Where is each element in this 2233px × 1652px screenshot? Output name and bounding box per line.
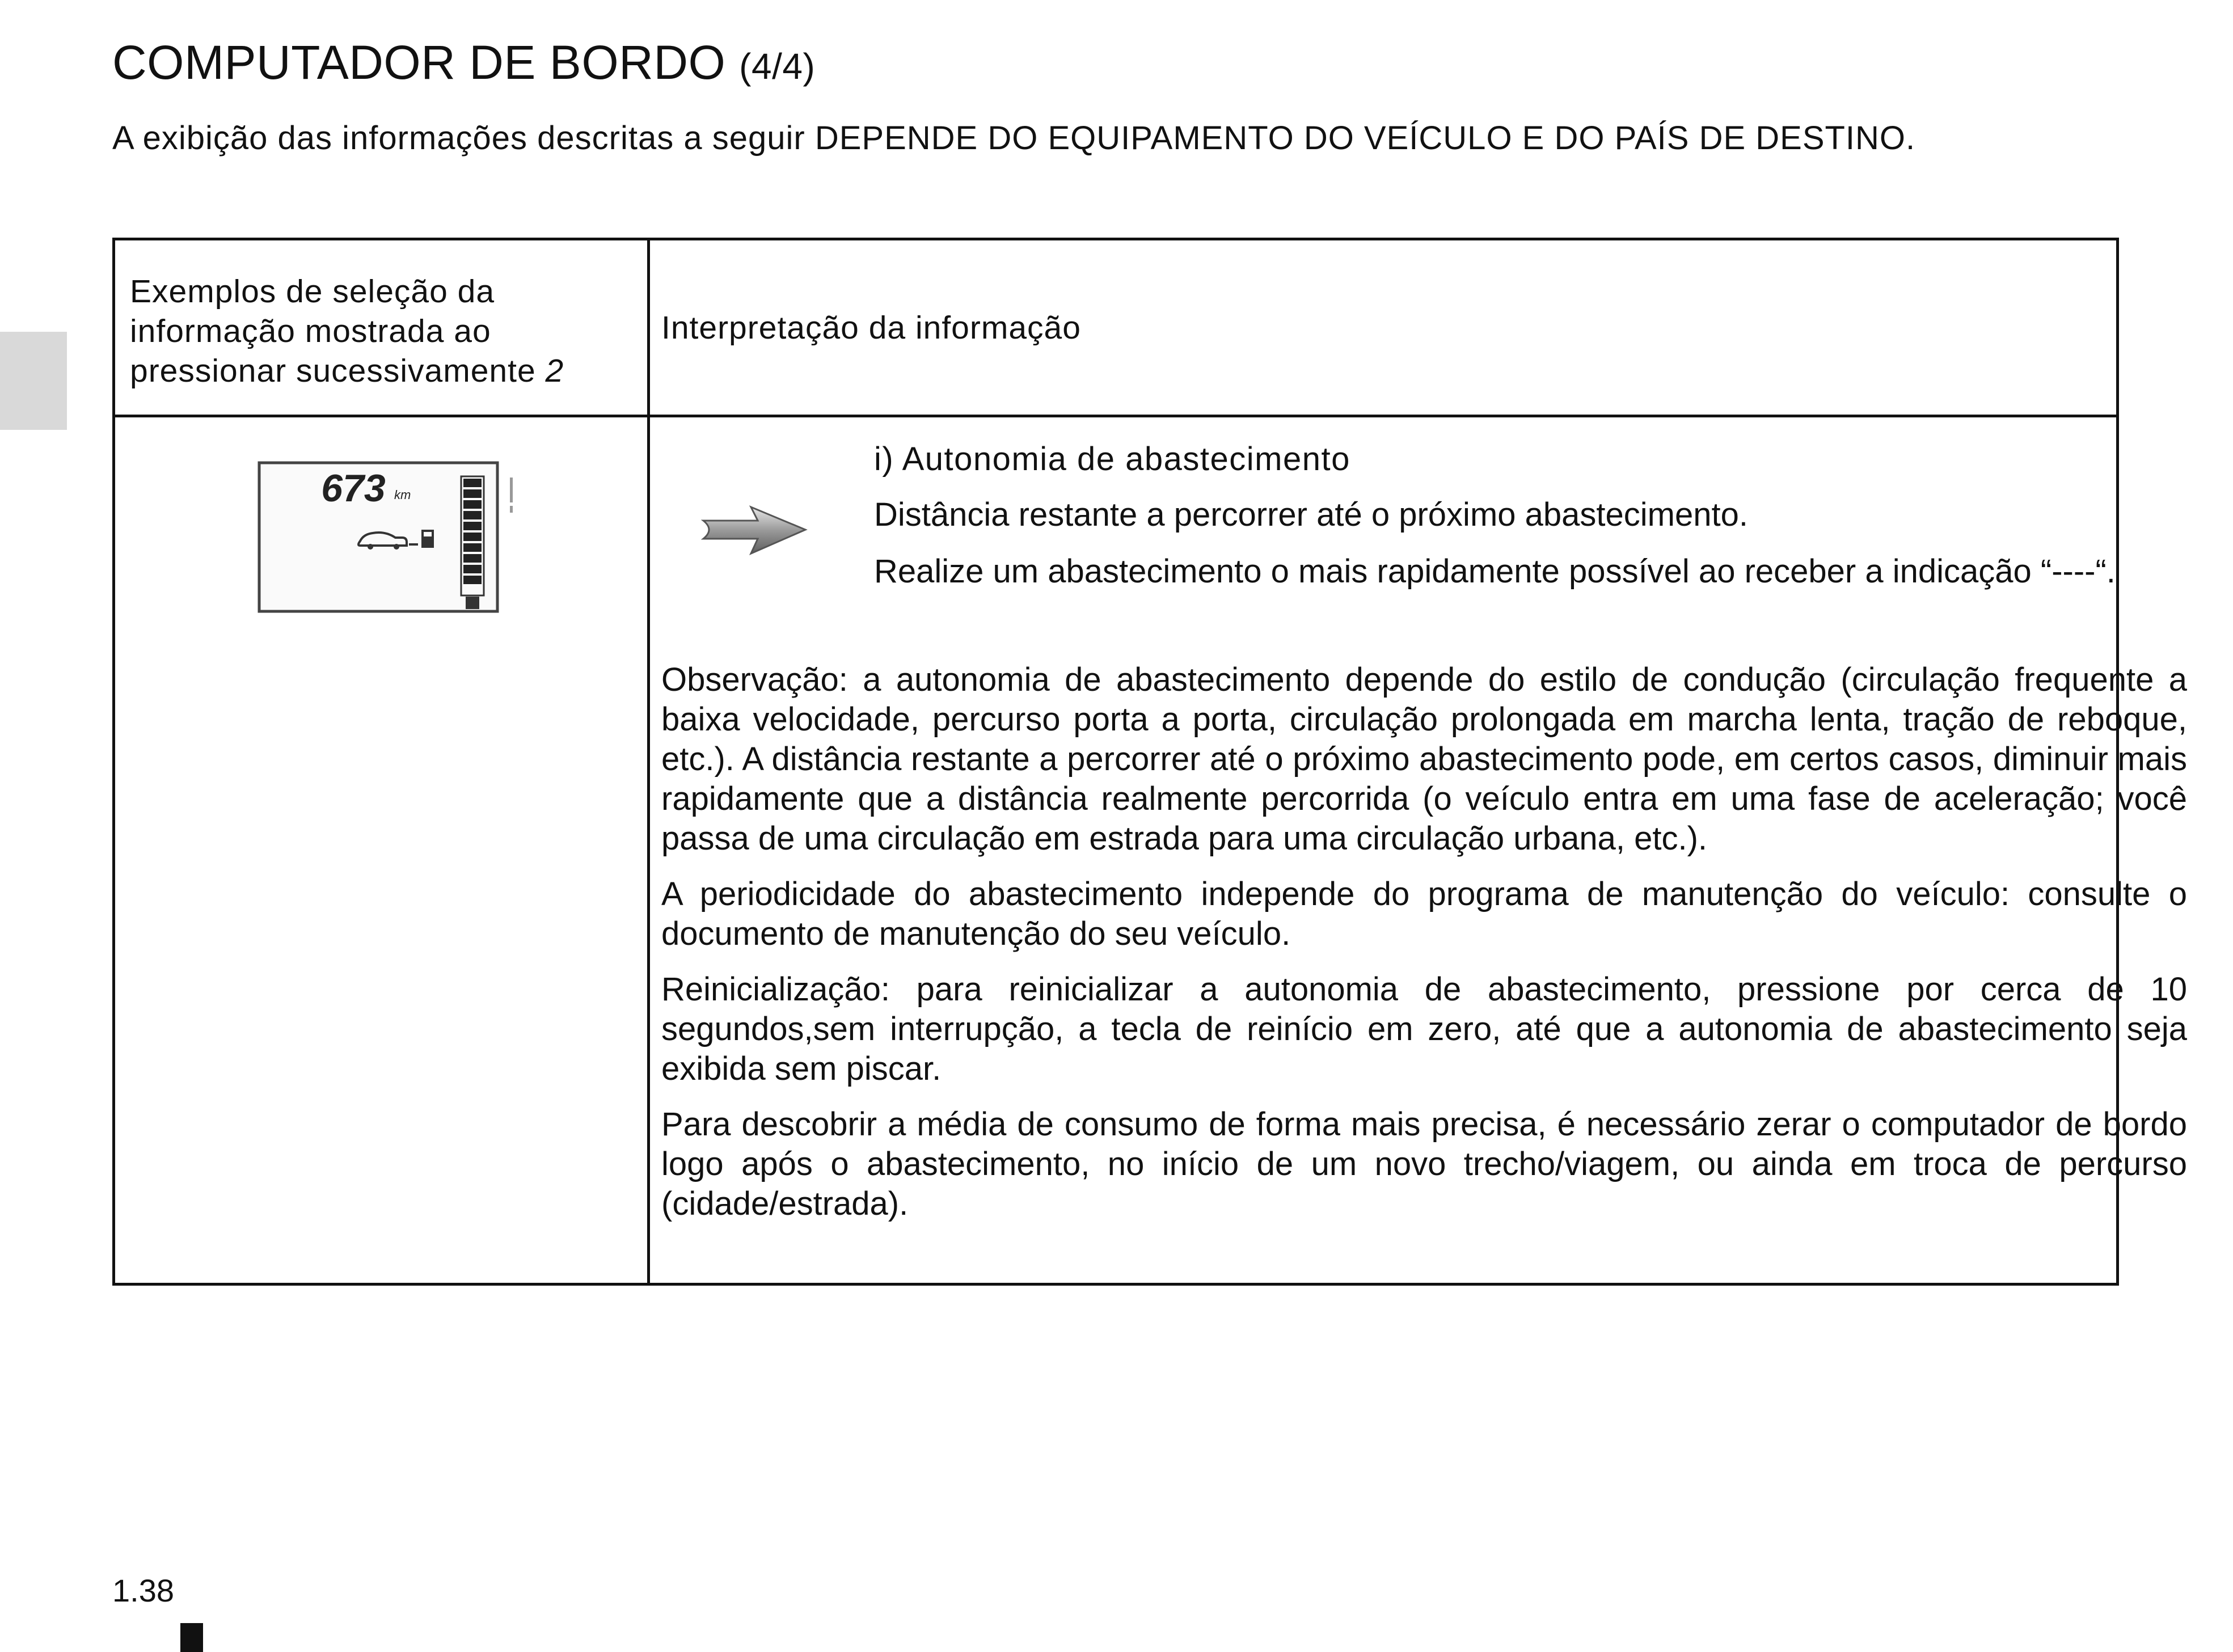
page-marker [180,1623,203,1652]
info-table [112,238,2187,1286]
dash-icon [409,543,418,546]
interpretation-cell [649,416,2187,1285]
note-periodicity: A periodicidade do abastecimento independe do programa de manutenção do veículo: consulte o documento de manutenção do seu veículo. [661,876,2187,952]
page-title: COMPUTADOR DE BORDO (4/4) [112,36,816,89]
image-reference-code [510,478,513,513]
section-description: Distância restante a percorrer até o próximo abastecimento. [874,496,1748,533]
range-section [874,439,2190,592]
page-part: (4/4) [739,46,816,87]
dashboard-display-illustration [257,460,524,631]
chapter-tab [0,332,67,430]
table-header-row [114,239,2118,416]
table-row [114,416,2118,1285]
note-consumption: Para descobrir a média de consumo de forma mais precisa, é necessário zerar o computador de bordo logo após o abastecimento, no início de um novo trecho/viagem, ou ainda em troca de percurso (cidade/estrada). [661,1106,2187,1222]
col2-header: Interpretação da informação [649,239,2118,416]
range-value: 673 [321,467,386,510]
page-number: 1.38 [112,1573,174,1608]
section-heading: i) Autonomia de abastecimento [874,441,1350,478]
range-unit: km [394,488,411,502]
note-reset: Reinicialização: para reinicializar a autonomia de abastecimento, pressione por cerca de 10 segundos,sem interrupção, a tecla de reinício em zero, até que a autonomia de abastecimento seja exibida sem piscar. [661,971,2187,1087]
notes [661,660,2187,1240]
fuel-pump-icon [421,530,434,548]
page-subtitle: A exibição das informações descritas a seguir DEPENDE DO EQUIPAMENTO DO VEÍCULO E DO PAÍS DE DESTINO. [112,120,1916,157]
display-example-cell [114,416,649,1285]
arrow-right-icon [701,504,809,556]
section-instruction: Realize um abastecimento o mais rapidamente possível ao receber a indicação “----“. [874,553,2116,590]
col1-header: Exemplos de seleção da informação mostrada ao pressionar sucessivamente 2 [114,239,649,416]
note-observation: Observação: a autonomia de abastecimento depende do estilo de condução (circulação frequente a baixa velocidade, percurso porta a porta, circulação prolongada em marcha lenta, tração de reboque, etc.). A distância restante a percorrer até o próximo abastecimento pode, em certos casos, diminuir mais rapidamente que a distância realmente percorrida (o veículo entra em uma fase de aceleração; você passa de uma circulação em estrada para uma circulação urbana, etc.). [661,661,2187,857]
button-ref: 2 [545,353,564,389]
